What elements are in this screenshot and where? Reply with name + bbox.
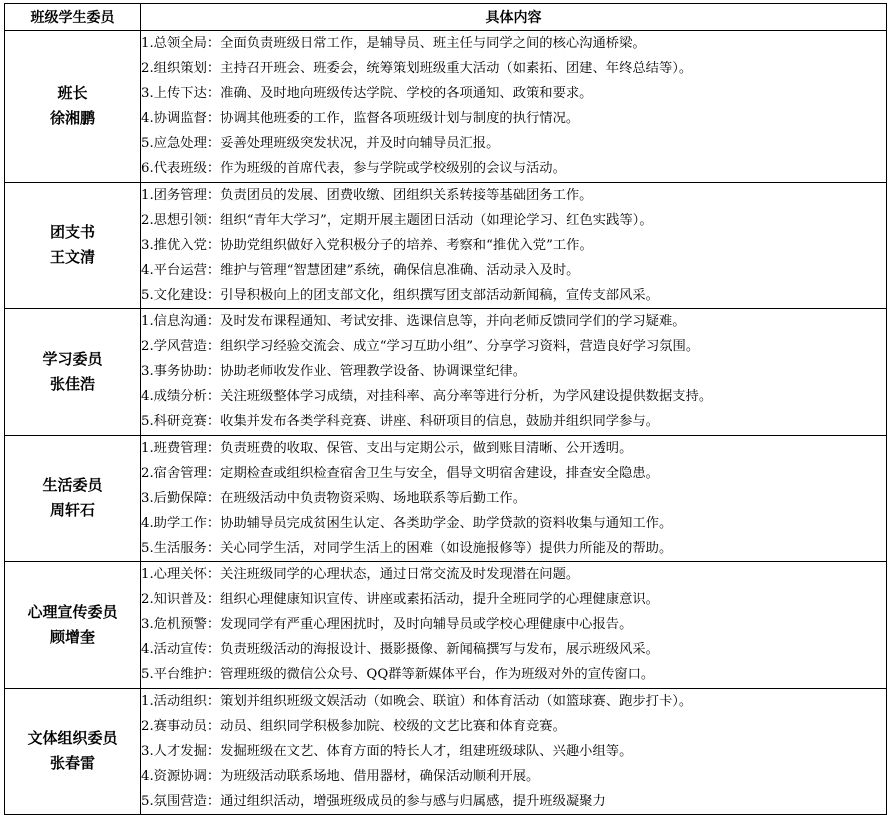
table-row	[5, 435, 887, 562]
role-title: 班长	[57, 84, 88, 103]
header-content: 具体内容	[141, 4, 887, 31]
table-header	[5, 4, 887, 31]
role-title: 文体组织委员	[27, 729, 118, 748]
duty-item: 3.人才发掘：发掘班级在文艺、体育方面的特长人才，组建班级球队、兴趣小组等。	[141, 743, 633, 759]
role-cell	[5, 562, 141, 689]
duties-cell	[141, 309, 887, 436]
duty-item: 2.赛事动员：动员、组织同学积极参加院、校级的文艺比赛和体育竞赛。	[141, 718, 566, 734]
duty-item: 2.思想引领：组织“青年大学习”，定期开展主题团日活动（如理论学习、红色实践等）。	[141, 212, 653, 228]
duty-item: 5.平台维护：管理班级的微信公众号、QQ群等新媒体平台，作为班级对外的宣传窗口。	[141, 667, 655, 683]
table-row	[5, 182, 887, 309]
duty-item: 3.事务协助：协助老师收发作业、管理教学设备、协调课堂纪律。	[141, 364, 526, 380]
duty-item: 4.成绩分析：关注班级整体学习成绩，对挂科率、高分率等进行分析，为学风建设提供数据支持。	[141, 389, 713, 405]
duty-item: 1.信息沟通：及时发布课程通知、考试安排、选课信息等，并向老师反馈同学们的学习疑难。	[141, 314, 686, 330]
duty-item: 3.上传下达：准确、及时地向班级传达学院、学校的各项通知、政策和要求。	[141, 86, 593, 102]
header-role: 班级学生委员	[5, 4, 141, 31]
table-body	[5, 31, 887, 815]
duty-item: 5.生活服务：关心同学生活，对同学生活上的困难（如设施报修等）提供力所能及的帮助。	[141, 540, 673, 556]
duty-item: 4.助学工作：协助辅导员完成贫困生认定、各类助学金、助学贷款的资料收集与通知工作。	[141, 515, 673, 531]
role-title: 团支书	[49, 223, 95, 242]
duties-cell	[141, 562, 887, 689]
role-person: 王文清	[49, 248, 95, 267]
role-person: 张春雷	[49, 754, 95, 773]
role-person: 顾增奎	[49, 627, 95, 646]
duty-item: 2.组织策划：主持召开班会、班委会，统筹策划班级重大活动（如素拓、团建、年终总结等）。	[141, 61, 693, 77]
duty-item: 4.协调监督：协调其他班委的工作，监督各项班级计划与制度的执行情况。	[141, 111, 580, 127]
role-title: 学习委员	[42, 349, 103, 368]
duty-item: 2.宿舍管理：定期检查或组织检查宿舍卫生与安全，倡导文明宿舍建设，排查安全隐患。	[141, 465, 659, 481]
role-person: 徐湘鹏	[49, 109, 95, 128]
header-row	[5, 4, 887, 31]
committee-duties-table	[4, 3, 887, 815]
duty-item: 5.文化建设：引导积极向上的团支部文化，组织撰写团支部活动新闻稿，宣传支部风采。	[141, 287, 659, 303]
role-person: 张佳浩	[49, 374, 95, 393]
duty-item: 3.推优入党：协助党组织做好入党积极分子的培养、考察和“推优入党”工作。	[141, 237, 593, 253]
duty-item: 5.科研竞赛：收集并发布各类学科竞赛、讲座、科研项目的信息，鼓励并组织同学参与。	[141, 414, 659, 430]
duty-item: 1.活动组织：策划并组织班级文娱活动（如晚会、联谊）和体育活动（如篮球赛、跑步打卡）。	[141, 693, 693, 709]
duty-item: 1.班费管理：负责班费的收取、保管、支出与定期公示，做到账目清晰、公开透明。	[141, 440, 633, 456]
table-row	[5, 562, 887, 689]
duty-item: 1.团务管理：负责团员的发展、团费收缴、团组织关系转接等基础团务工作。	[141, 187, 593, 203]
duties-cell	[141, 31, 887, 183]
table-row	[5, 31, 887, 183]
role-cell	[5, 182, 141, 309]
duty-item: 2.学风营造：组织学习经验交流会、成立“学习互助小组”、分享学习资料，营造良好学习氛围。	[141, 339, 700, 355]
duty-item: 1.总领全局：全面负责班级日常工作，是辅导员、班主任与同学之间的核心沟通桥梁。	[141, 36, 646, 51]
duties-cell	[141, 182, 887, 309]
duty-item: 1.心理关怀：关注班级同学的心理状态，通过日常交流及时发现潜在问题。	[141, 567, 580, 583]
duty-item: 3.后勤保障：在班级活动中负责物资采购、场地联系等后勤工作。	[141, 490, 526, 506]
role-title: 心理宣传委员	[27, 602, 118, 621]
duty-item: 2.知识普及：组织心理健康知识宣传、讲座或素拓活动，提升全班同学的心理健康意识。	[141, 592, 659, 608]
duty-item: 4.资源协调：为班级活动联系场地、借用器材，确保活动顺利开展。	[141, 768, 540, 784]
table-row	[5, 688, 887, 815]
role-cell	[5, 309, 141, 436]
duty-item: 3.危机预警：发现同学有严重心理困扰时，及时向辅导员或学校心理健康中心报告。	[141, 617, 633, 633]
role-title: 生活委员	[42, 476, 103, 495]
role-cell	[5, 435, 141, 562]
duty-item: 5.氛围营造：通过组织活动，增强班级成员的参与感与归属感，提升班级凝聚力	[141, 793, 606, 809]
table-row	[5, 309, 887, 436]
duty-item: 4.平台运营：维护与管理“智慧团建”系统，确保信息准确、活动录入及时。	[141, 262, 580, 278]
duty-item: 6.代表班级：作为班级的首席代表，参与学院或学校级别的会议与活动。	[141, 161, 566, 177]
duty-item: 4.活动宣传：负责班级活动的海报设计、摄影摄像、新闻稿撰写与发布，展示班级风采。	[141, 642, 659, 658]
duties-cell	[141, 688, 887, 815]
role-cell	[5, 688, 141, 815]
duty-item: 5.应急处理：妥善处理班级突发状况，并及时向辅导员汇报。	[141, 136, 500, 152]
role-cell	[5, 31, 141, 183]
role-person: 周轩石	[49, 501, 95, 520]
duties-cell	[141, 435, 887, 562]
